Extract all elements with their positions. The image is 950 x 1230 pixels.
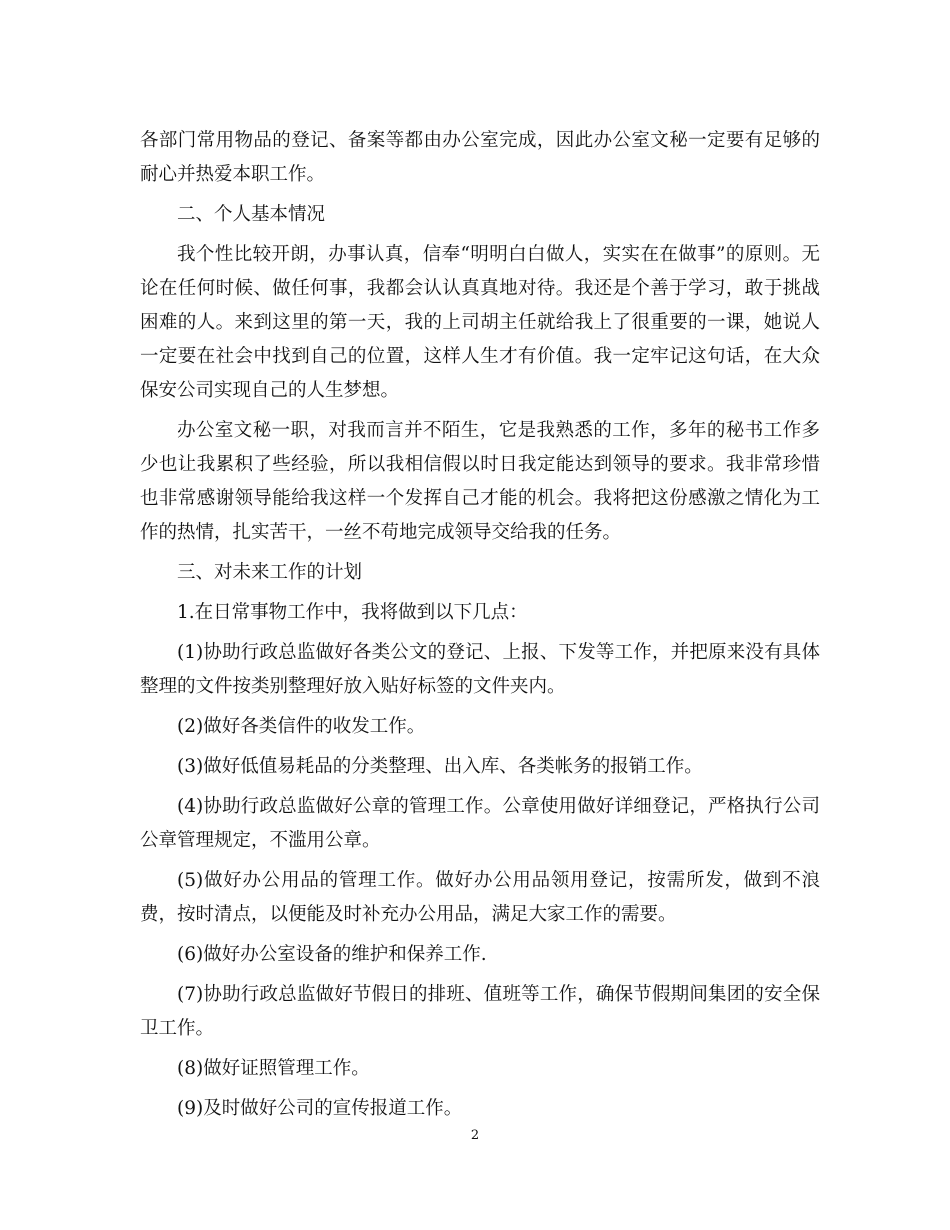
list-item-2: (2)做好各类信件的收发工作。 [177, 716, 426, 737]
paragraph-intro-continuation: 各部门常用物品的登记、备案等都由办公室完成，因此办公室文秘一定要有足够的耐心并热爱本职工作。 [140, 130, 820, 185]
list-item-8: (8)做好证照管理工作。 [177, 1058, 370, 1079]
paragraph-secretary-role: 办公室文秘一职，对我而言并不陌生，它是我熟悉的工作，多年的秘书工作多少也让我累积了些经验，所以我相信假以时日我定能达到领导的要求。我非常珍惜也非常感谢领导能给我这样一个发挥自己才能的机会。我将把这份感激之情化为工作的热情，扎实苦干，一丝不苟地完成领导交给我的任务。 [140, 420, 820, 543]
list-item-7: (7)协助行政总监做好节假日的排班、值班等工作，确保节假期间集团的安全保卫工作。 [140, 984, 820, 1039]
paragraph-personality: 我个性比较开朗，办事认真，信奉“明明白白做人，实实在在做事”的原则。无论在任何时候、做任何事，我都会认认真真地对待。我还是个善于学习，敢于挑战困难的人。来到这里的第一天，我的上司胡主任就给我上了很重要的一课，她说人一定要在社会中找到自己的位置，这样人生才有价值。我一定牢记这句话，在大众保安公司实现自己的人生梦想。 [140, 244, 820, 401]
list-intro: 1.在日常事物工作中，我将做到以下几点： [177, 602, 528, 623]
list-item-3: (3)做好低值易耗品的分类整理、出入库、各类帐务的报销工作。 [177, 756, 703, 777]
document-body [140, 124, 820, 1126]
section-heading-future-plan: 三、对未来工作的计划 [177, 562, 363, 583]
list-item-4: (4)协助行政总监做好公章的管理工作。公章使用做好详细登记，严格执行公司公章管理规定，不滥用公章。 [140, 796, 820, 851]
list-item-5: (5)做好办公用品的管理工作。做好办公用品领用登记，按需所发，做到不浪费，按时清点，以便能及时补充办公用品，满足大家工作的需要。 [140, 870, 820, 925]
page-number: 2 [470, 1128, 480, 1143]
list-item-9: (9)及时做好公司的宣传报道工作。 [177, 1098, 463, 1119]
list-item-6: (6)做好办公室设备的维护和保养工作. [177, 944, 487, 965]
section-heading-personal-info: 二、个人基本情况 [177, 204, 326, 225]
list-item-1: (1)协助行政总监做好各类公文的登记、上报、下发等工作，并把原来没有具体整理的文件按类别整理好放入贴好标签的文件夹内。 [140, 642, 820, 697]
